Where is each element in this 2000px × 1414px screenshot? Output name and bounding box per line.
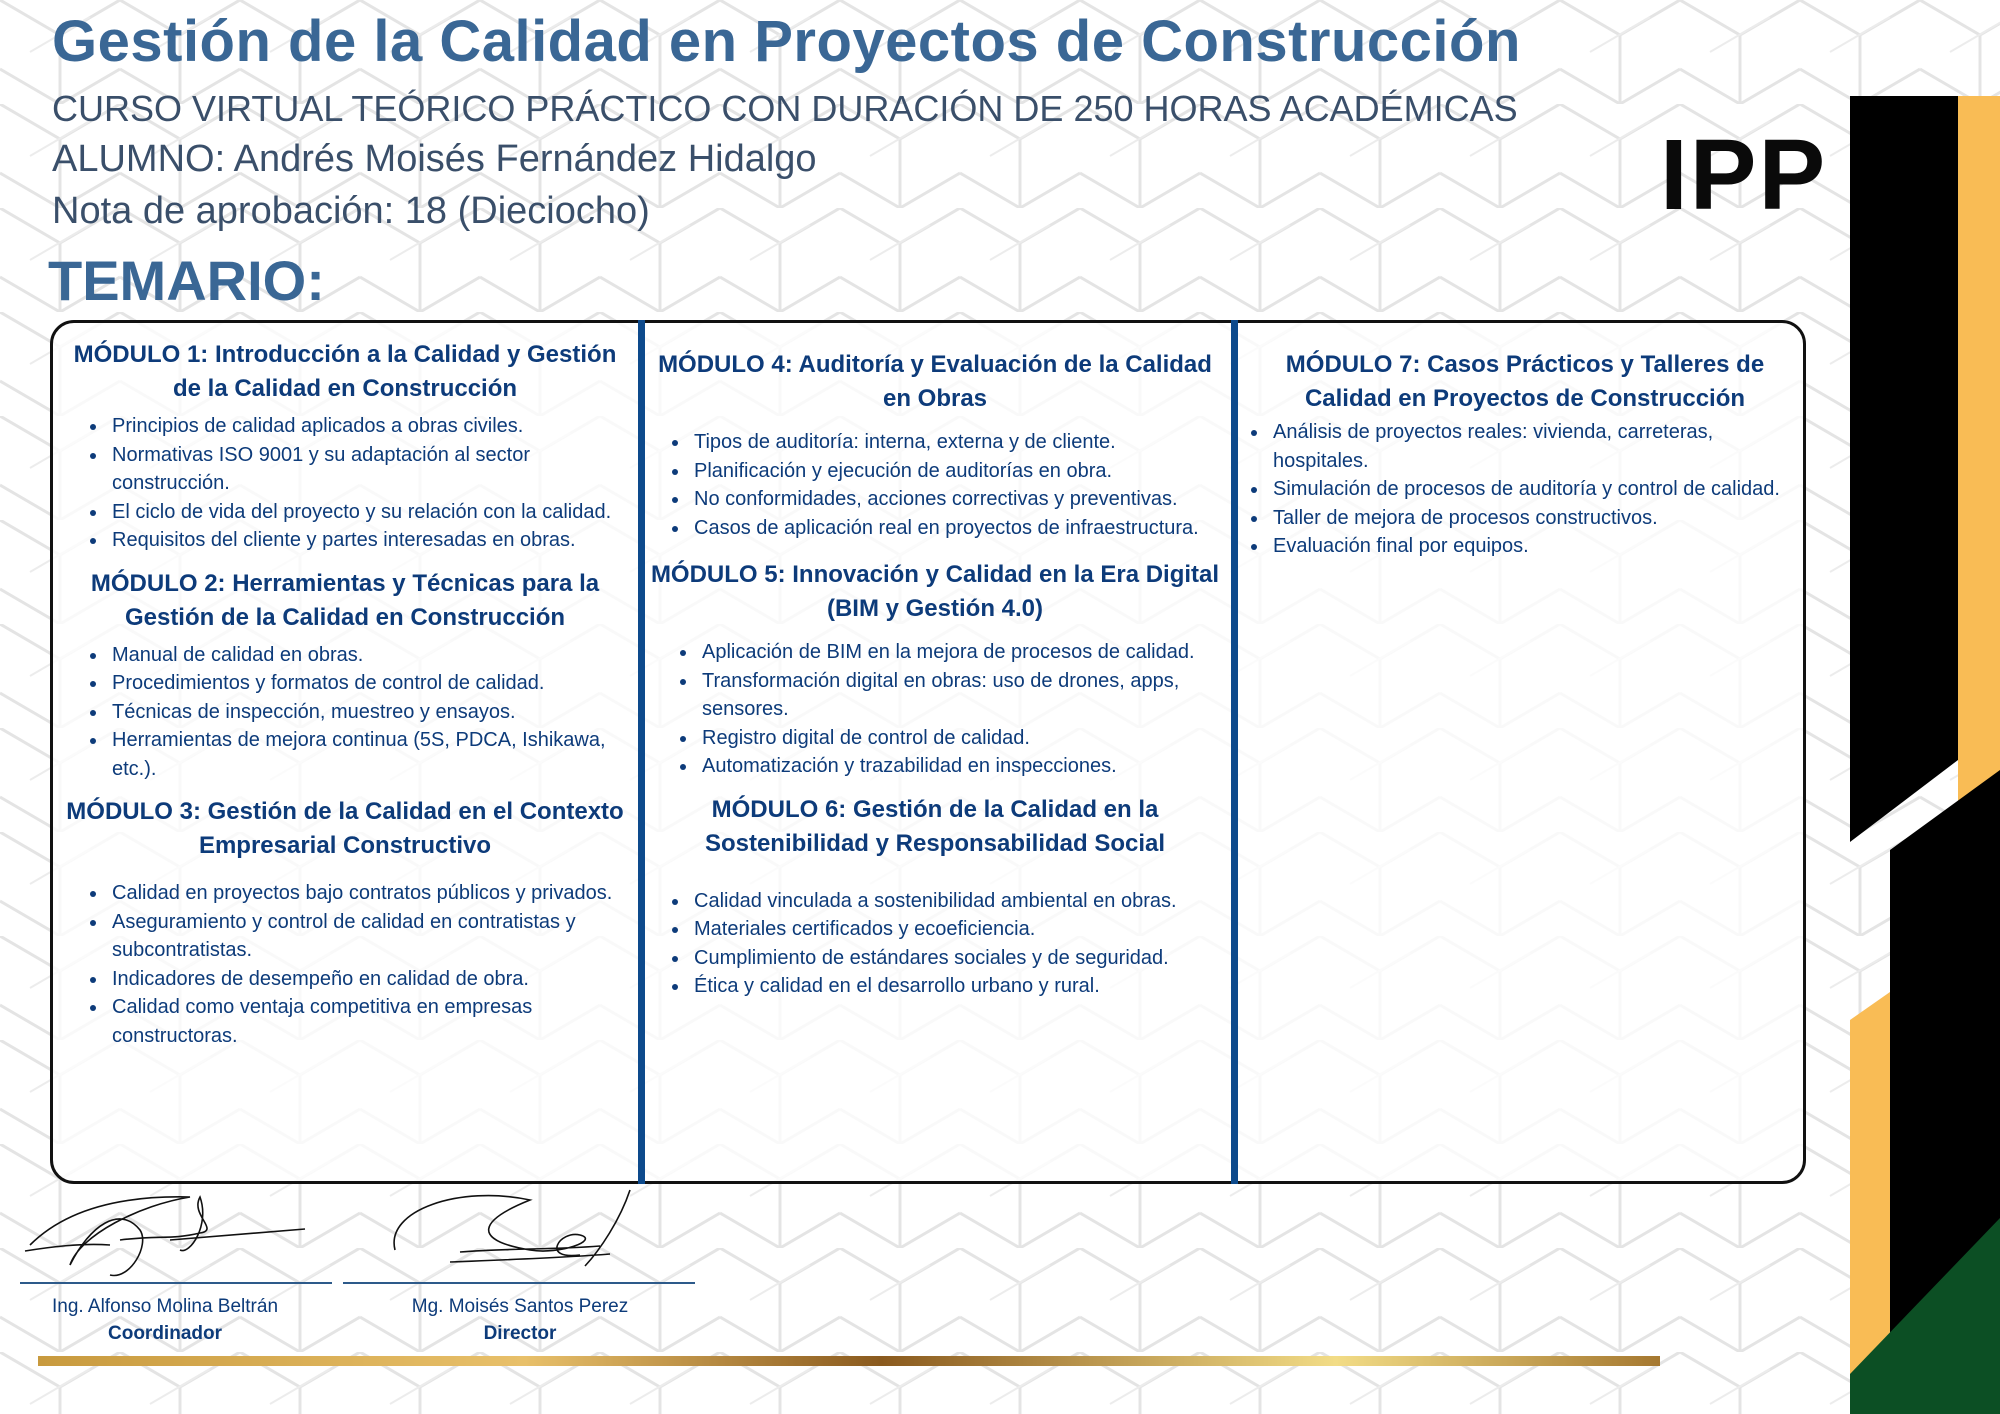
signature-line <box>343 1282 695 1284</box>
list-item: • Registro digital de control de calidad. <box>698 724 1220 753</box>
gold-divider-bar <box>38 1356 1660 1366</box>
module-items <box>1245 418 1805 561</box>
list-item: • Ética y calidad en el desarrollo urbano y rural. <box>690 972 1220 1001</box>
decorative-stripes <box>1850 0 2000 1414</box>
list-item: • El ciclo de vida del proyecto y su relación con la calidad. <box>108 498 630 527</box>
module-1 <box>60 338 630 555</box>
module-2 <box>60 567 630 784</box>
module-title: MÓDULO 2: Herramientas y Técnicas para la Gestión de la Calidad en Construcción <box>90 569 600 631</box>
list-item: • Indicadores de desempeño en calidad de obra. <box>108 965 630 994</box>
module-6 <box>650 793 1220 1001</box>
list-item: • Manual de calidad en obras. <box>108 641 630 670</box>
list-item: • Evaluación final por equipos. <box>1269 532 1805 561</box>
module-title: MÓDULO 5: Innovación y Calidad en la Era Digital (BIM y Gestión 4.0) <box>650 561 1220 622</box>
module-title: MÓDULO 6: Gestión de la Calidad en la Sostenibilidad y Responsabilidad Social <box>704 795 1166 857</box>
list-item: • Transformación digital en obras: uso de drones, apps, sensores. <box>698 667 1220 724</box>
course-title: Gestión de la Calidad en Proyectos de Construcción <box>52 9 1521 74</box>
signature-line <box>20 1282 332 1284</box>
list-item: • Herramientas de mejora continua (5S, PDCA, Ishikawa, etc.). <box>108 726 630 783</box>
signer-name: Mg. Moisés Santos Perez <box>411 1296 629 1317</box>
list-item: • Procedimientos y formatos de control de calidad. <box>108 669 630 698</box>
column-3 <box>1245 348 1805 561</box>
list-item: • Planificación y ejecución de auditorías en obra. <box>690 457 1220 486</box>
list-item: • Requisitos del cliente y partes interesadas en obras. <box>108 526 630 555</box>
module-title: MÓDULO 1: Introducción a la Calidad y Gestión de la Calidad en Construcción <box>73 341 617 402</box>
list-item: • Simulación de procesos de auditoría y control de calidad. <box>1269 475 1805 504</box>
list-item: • Análisis de proyectos reales: vivienda, carreteras, hospitales. <box>1269 418 1805 475</box>
list-item: • Aseguramiento y control de calidad en contratistas y subcontratistas. <box>108 908 630 965</box>
list-item: • Aplicación de BIM en la mejora de procesos de calidad. <box>698 638 1220 667</box>
module-items <box>650 887 1220 1001</box>
list-item: • Calidad en proyectos bajo contratos públicos y privados. <box>108 879 630 908</box>
signer-name: Ing. Alfonso Molina Beltrán <box>51 1296 279 1317</box>
list-item: • Materiales certificados y ecoeficiencia. <box>690 915 1220 944</box>
list-item: • Principios de calidad aplicados a obras civiles. <box>108 412 630 441</box>
list-item: • Calidad como ventaja competitiva en empresas constructoras. <box>108 993 630 1050</box>
column-1 <box>60 338 630 1050</box>
module-5 <box>650 558 1220 781</box>
module-4 <box>650 348 1220 542</box>
list-item: • Tipos de auditoría: interna, externa y de cliente. <box>690 428 1220 457</box>
module-title: MÓDULO 3: Gestión de la Calidad en el Contexto Empresarial Constructivo <box>66 798 624 859</box>
ipp-logo: IPP <box>1660 119 1828 231</box>
signature-scribble-coordinator <box>20 1185 320 1285</box>
list-item: • Automatización y trazabilidad en inspecciones. <box>698 752 1220 781</box>
module-7 <box>1245 348 1805 561</box>
module-title: MÓDULO 4: Auditoría y Evaluación de la Calidad en Obras <box>658 351 1212 412</box>
column-divider <box>638 320 645 1184</box>
list-item: • Cumplimiento de estándares sociales y de seguridad. <box>690 944 1220 973</box>
syllabus-heading: TEMARIO: <box>48 249 325 312</box>
approval-grade: Nota de aprobación: 18 (Dieciocho) <box>52 190 650 232</box>
module-items <box>60 879 630 1050</box>
list-item: • Normativas ISO 9001 y su adaptación al sector construcción. <box>108 441 630 498</box>
column-2 <box>650 348 1220 1001</box>
module-items <box>60 641 630 784</box>
list-item: • Casos de aplicación real en proyectos de infraestructura. <box>690 514 1220 543</box>
module-3 <box>60 795 630 1050</box>
list-item: • Calidad vinculada a sostenibilidad ambiental en obras. <box>690 887 1220 916</box>
list-item: • Técnicas de inspección, muestreo y ensayos. <box>108 698 630 727</box>
list-item: • No conformidades, acciones correctivas y preventivas. <box>690 485 1220 514</box>
signer-role: Director <box>483 1323 557 1344</box>
column-divider <box>1231 320 1238 1184</box>
course-subtitle: CURSO VIRTUAL TEÓRICO PRÁCTICO CON DURACIÓN DE 250 HORAS ACADÉMICAS <box>52 88 1518 129</box>
signer-role: Coordinador <box>108 1323 222 1344</box>
module-items <box>60 412 630 555</box>
student-name: ALUMNO: Andrés Moisés Fernández Hidalgo <box>52 138 817 180</box>
module-items <box>650 428 1220 542</box>
signature-scribble-director <box>380 1180 680 1280</box>
module-title: MÓDULO 7: Casos Prácticos y Talleres de Calidad en Proyectos de Construcción <box>1285 351 1765 412</box>
module-items <box>650 638 1220 781</box>
list-item: • Taller de mejora de procesos constructivos. <box>1269 504 1805 533</box>
